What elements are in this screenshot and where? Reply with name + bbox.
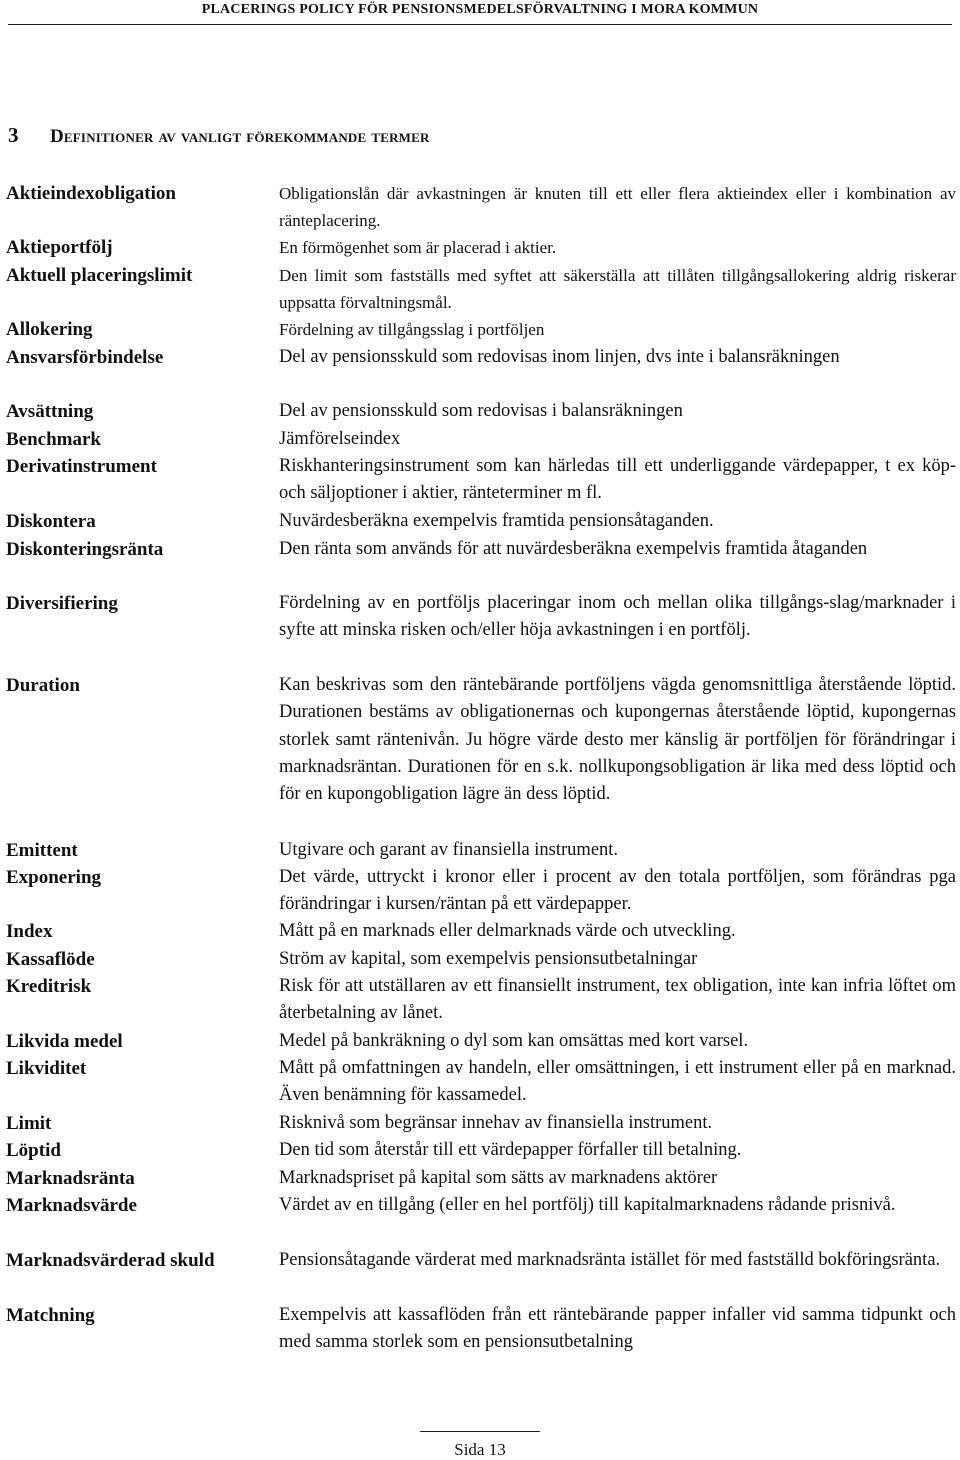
definition-text: Fördelning av tillgångsslag i portföljen <box>279 320 545 339</box>
definition-text: Värdet av en tillgång (eller en hel portfölj) till kapitalmarknadens rådande prisnivå. <box>279 1195 896 1215</box>
definition-text: Marknadspriset på kapital som sätts av marknadens aktörer <box>279 1168 718 1188</box>
definition-term: Marknadsvärderad skuld <box>6 1250 215 1271</box>
definition-text: Pensionsåtagande värderat med marknadsränta istället för med fastställd bokföringsränta. <box>279 1250 941 1270</box>
definition-text: En förmögenhet som är placerad i aktier. <box>279 238 557 257</box>
definition-term: Likviditet <box>6 1058 87 1079</box>
definition-text: Del av pensionsskuld som redovisas i balansräkningen <box>279 401 683 421</box>
definition-term: Matchning <box>6 1305 95 1326</box>
footer-divider <box>420 1431 540 1432</box>
definition-text: Utgivare och garant av finansiella instrument. <box>279 840 619 860</box>
definition-term: Ansvarsförbindelse <box>6 347 164 368</box>
definition-term: Limit <box>6 1113 52 1134</box>
definition-term: Kreditrisk <box>6 976 92 997</box>
definition-text: Ström av kapital, som exempelvis pensionsutbetalningar <box>279 949 698 969</box>
definition-term: Likvida medel <box>6 1031 123 1052</box>
definition-term: Marknadsränta <box>6 1168 135 1189</box>
definition-term: Diskonteringsränta <box>6 539 164 560</box>
definition-text: Mått på en marknads eller delmarknads värde och utveckling. <box>279 921 736 941</box>
definition-text: Medel på bankräkning o dyl som kan omsättas med kort varsel. <box>279 1031 749 1051</box>
section-number: 3 <box>8 123 19 147</box>
definition-term: Duration <box>6 675 80 696</box>
definition-text: Del av pensionsskuld som redovisas inom linjen, dvs inte i balansräkningen <box>279 347 840 367</box>
definition-term: Emittent <box>6 840 78 861</box>
definition-text: Obligationslån där avkastningen är knuten till ett eller flera aktieindex eller i kombination av ränteplacering. <box>279 184 956 231</box>
definition-text: Den tid som återstår till ett värdepapper förfaller till betalning. <box>279 1140 742 1160</box>
definition-term: Diversifiering <box>6 593 118 614</box>
definition-text: Exempelvis att kassaflöden från ett räntebärande papper infaller vid samma tidpunkt och med samma storlek som en pensionsutbetalning <box>279 1305 956 1353</box>
definition-term: Aktieportfölj <box>6 237 113 258</box>
definition-text: Den ränta som används för att nuvärdesberäkna exempelvis framtida åtaganden <box>279 539 868 559</box>
definition-term: Derivatinstrument <box>6 456 157 477</box>
page-number: Sida 13 <box>454 1440 506 1459</box>
definition-text: Kan beskrivas som den räntebärande portföljens vägda genomsnittliga återstående löptid. Durationen bestäms av obligationernas och kupongernas återstående löptid, kupongernas storlek samt räntenivån. Ju högre värde desto mer känslig är portföljen för förändringar i marknadsräntan. Durationen för en s.k. nollkupongsobligation är lika med dess löptid och för en kupongobligation lägre än dess löptid. <box>279 675 956 805</box>
definition-text: Risknivå som begränsar innehav av finansiella instrument. <box>279 1113 713 1133</box>
definition-term: Kassaflöde <box>6 949 95 970</box>
definition-term: Exponering <box>6 867 102 888</box>
section-title: Definitioner av vanligt förekommande termer <box>50 126 430 147</box>
definition-text: Riskhanteringsinstrument som kan härledas till ett underliggande värdepapper, t ex köp- och säljoptioner i aktier, ränteterminer m fl. <box>279 456 956 504</box>
definition-term: Diskontera <box>6 511 96 532</box>
definition-text: Mått på omfattningen av handeln, eller omsättningen, i ett instrument eller på en marknad. Även benämning för kassamedel. <box>279 1058 956 1106</box>
header-title: PLACERINGS POLICY FÖR PENSIONSMEDELSFÖRVALTNING I MORA KOMMUN <box>201 2 759 17</box>
definition-term: Index <box>6 921 53 942</box>
definition-term: Allokering <box>6 319 93 340</box>
definition-text: Jämförelseindex <box>279 429 401 449</box>
definition-term: Aktieindexobligation <box>6 183 176 204</box>
definition-term: Löptid <box>6 1140 61 1161</box>
definition-text: Det värde, uttryckt i kronor eller i procent av den totala portföljen, som förändras pga förändringar i kursen/räntan på ett värdepapper. <box>279 867 956 915</box>
definition-text: Nuvärdesberäkna exempelvis framtida pensionsåtaganden. <box>279 511 714 531</box>
definition-text: Fördelning av en portföljs placeringar inom och mellan olika tillgångs-slag/marknader i syfte att minska risken och/eller höja avkastningen i en portfölj. <box>279 593 956 641</box>
definition-term: Benchmark <box>6 429 101 450</box>
definition-term: Aktuell placeringslimit <box>6 265 193 286</box>
definition-text: Risk för att utställaren av ett finansiellt instrument, tex obligation, inte kan infria löftet om återbetalning av lånet. <box>279 976 956 1024</box>
definition-term: Avsättning <box>6 401 94 422</box>
definition-term: Marknadsvärde <box>6 1195 137 1216</box>
definition-text: Den limit som fastställs med syftet att säkerställa att tillåten tillgångsallokering aldrig riskerar uppsatta förvaltningsmål. <box>279 266 956 313</box>
